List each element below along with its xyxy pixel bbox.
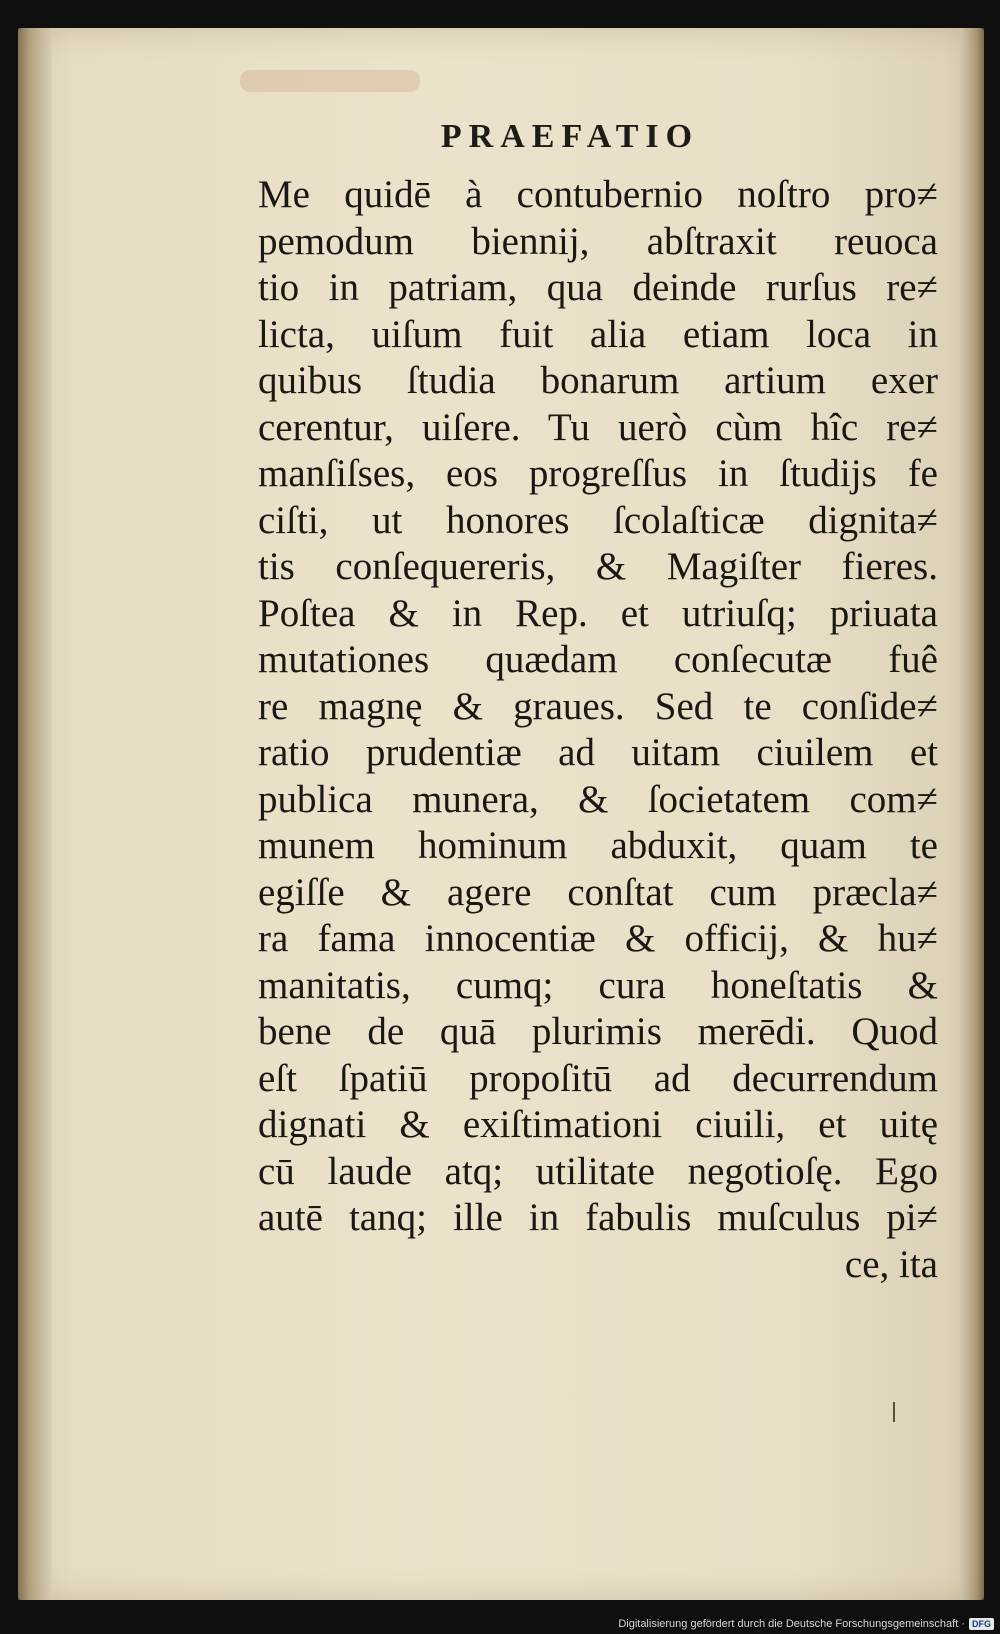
text-line: dignati & exiſtimationi ciuili, et uitę <box>258 1103 938 1146</box>
text-line: eſt ſpatiū propoſitū ad decurrendum <box>258 1056 938 1100</box>
running-header: PRAEFATIO <box>440 118 700 155</box>
text-line: publica munera, & ſocietatem com≠ <box>258 777 938 821</box>
text-line: cū laude atq; utilitate negotioſę. Ego <box>258 1149 938 1193</box>
text-line: tio in patriam, qua deinde rurſus re≠ <box>258 266 938 309</box>
text-line: pemodum biennij, abſtraxit reuoca <box>258 219 938 263</box>
text-line: autē tanq; ille in fabulis muſculus pi≠ <box>258 1196 938 1239</box>
body-text <box>258 172 938 1288</box>
page-left-edge-shadow <box>18 28 52 1600</box>
ink-mark <box>893 1402 895 1422</box>
text-line: manſiſses, eos progreſſus in ſtudijs fe <box>258 452 938 495</box>
text-line: re magnę & graues. Sed te conſide≠ <box>258 684 938 728</box>
text-line: ratio prudentiæ ad uitam ciuilem et <box>258 731 938 774</box>
text-line: cerentur, uiſere. Tu uerò cùm hîc re≠ <box>258 405 938 449</box>
paper-stain <box>240 70 420 92</box>
text-line: mutationes quædam conſecutæ fuê <box>258 638 938 681</box>
text-line: egiſſe & agere conſtat cum præcla≠ <box>258 870 938 914</box>
text-line: ra fama innocentiæ & officij, & hu≠ <box>258 917 938 960</box>
dfg-logo-icon: DFG <box>969 1618 994 1630</box>
text-line: licta, uiſum fuit alia etiam loca in <box>258 312 938 356</box>
text-line: ce, ita <box>844 1242 938 1286</box>
text-line: munem hominum abduxit, quam te <box>258 824 938 867</box>
text-line: tis conſequereris, & Magiſter fieres. <box>258 545 938 588</box>
text-line: Poſtea & in Rep. et utriuſq; priuata <box>258 591 938 635</box>
text-line: manitatis, cumq; cura honeſtatis & <box>258 963 938 1007</box>
page-right-edge-shadow <box>960 28 984 1600</box>
digitization-credit <box>618 1618 994 1630</box>
text-line: bene de quā plurimis merēdi. Quod <box>258 1010 938 1053</box>
text-line: ciſti, ut honores ſcolaſticæ dignita≠ <box>258 498 938 542</box>
credit-text: Digitalisierung gefördert durch die Deutsche Forschungsgemeinschaft · <box>618 1618 965 1630</box>
text-line: quibus ſtudia bonarum artium exer <box>258 359 938 402</box>
text-line: Me quidē à contubernio noſtro pro≠ <box>258 173 938 216</box>
